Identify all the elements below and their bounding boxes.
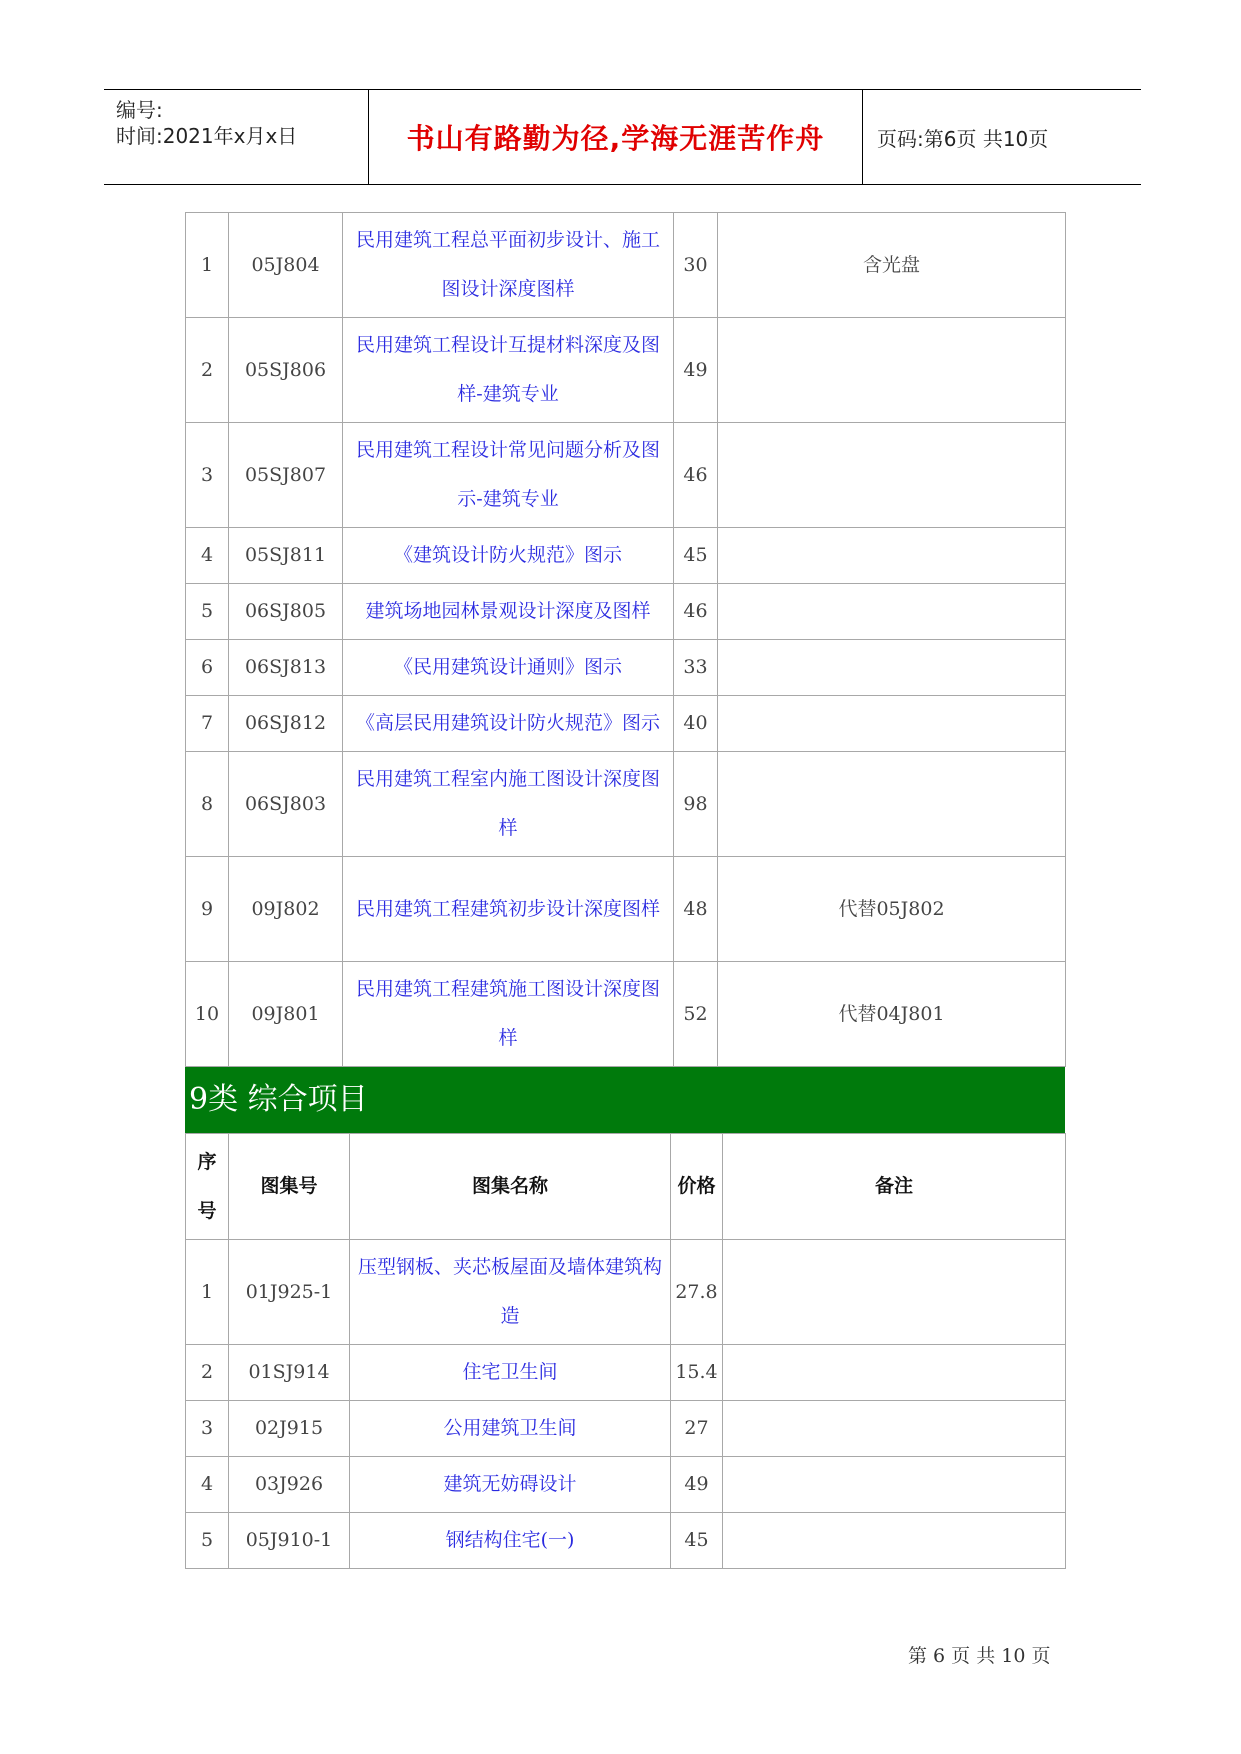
atlas-code: 01SJ914 (229, 1345, 350, 1401)
atlas-code: 01J925-1 (229, 1240, 350, 1345)
atlas-code: 06SJ813 (229, 640, 343, 696)
atlas-name: 住宅卫生间 (350, 1345, 671, 1401)
atlas-note (723, 1513, 1066, 1569)
atlas-price: 49 (671, 1457, 723, 1513)
atlas-code: 05J910-1 (229, 1513, 350, 1569)
atlas-name: 建筑场地园林景观设计深度及图样 (343, 584, 674, 640)
table-row (186, 423, 1066, 528)
table-row (186, 213, 1066, 318)
row-number: 2 (186, 318, 229, 423)
row-number: 4 (186, 528, 229, 584)
header-no: 序号 (186, 1134, 229, 1240)
header-price: 价格 (671, 1134, 723, 1240)
table-row (186, 857, 1066, 962)
atlas-code: 03J926 (229, 1457, 350, 1513)
atlas-note (718, 640, 1066, 696)
atlas-price: 33 (674, 640, 718, 696)
row-number: 3 (186, 423, 229, 528)
row-number: 3 (186, 1401, 229, 1457)
atlas-price: 15.4 (671, 1345, 723, 1401)
atlas-note: 含光盘 (718, 213, 1066, 318)
row-number: 9 (186, 857, 229, 962)
atlas-code: 05J804 (229, 213, 343, 318)
atlas-note (718, 528, 1066, 584)
header-left-cell (104, 90, 369, 184)
atlas-price: 49 (674, 318, 718, 423)
atlas-name: 压型钢板、夹芯板屋面及墙体建筑构造 (350, 1240, 671, 1345)
table-row (186, 1513, 1066, 1569)
row-number: 4 (186, 1457, 229, 1513)
row-number: 1 (186, 213, 229, 318)
motto: 书山有路勤为径,学海无涯苦作舟 (406, 122, 825, 155)
atlas-code: 02J915 (229, 1401, 350, 1457)
section-title: 9类 综合项目 (185, 1067, 1065, 1133)
atlas-price: 27 (671, 1401, 723, 1457)
atlas-code: 09J801 (229, 962, 343, 1067)
atlas-note (723, 1401, 1066, 1457)
table-row (186, 1240, 1066, 1345)
table-header-row (186, 1134, 1066, 1240)
table-row (186, 1457, 1066, 1513)
atlas-name: 建筑无妨碍设计 (350, 1457, 671, 1513)
atlas-note (718, 584, 1066, 640)
atlas-table-8 (185, 212, 1066, 1067)
time-label: 时间:2021年x月x日 (116, 124, 298, 148)
atlas-price: 46 (674, 423, 718, 528)
atlas-note (718, 318, 1066, 423)
atlas-name: 民用建筑工程室内施工图设计深度图样 (343, 752, 674, 857)
atlas-note (718, 752, 1066, 857)
atlas-note (723, 1457, 1066, 1513)
atlas-name: 民用建筑工程设计互提材料深度及图样-建筑专业 (343, 318, 674, 423)
atlas-note: 代替04J801 (718, 962, 1066, 1067)
page-footer: 第 6 页 共 10 页 (908, 1645, 1051, 1667)
atlas-name: 《民用建筑设计通则》图示 (343, 640, 674, 696)
atlas-name: 《高层民用建筑设计防火规范》图示 (343, 696, 674, 752)
atlas-code: 05SJ806 (229, 318, 343, 423)
table-row (186, 1345, 1066, 1401)
table-row (186, 962, 1066, 1067)
header-right-cell (863, 90, 1141, 184)
atlas-name: 民用建筑工程总平面初步设计、施工图设计深度图样 (343, 213, 674, 318)
atlas-table-9 (185, 1133, 1066, 1569)
header-code: 图集号 (229, 1134, 350, 1240)
table-row (186, 528, 1066, 584)
row-number: 5 (186, 1513, 229, 1569)
atlas-name: 民用建筑工程建筑初步设计深度图样 (343, 857, 674, 962)
table-row (186, 318, 1066, 423)
atlas-code: 09J802 (229, 857, 343, 962)
row-number: 8 (186, 752, 229, 857)
atlas-name: 钢结构住宅(一) (350, 1513, 671, 1569)
atlas-price: 45 (671, 1513, 723, 1569)
atlas-name: 民用建筑工程设计常见问题分析及图示-建筑专业 (343, 423, 674, 528)
row-number: 6 (186, 640, 229, 696)
table-row (186, 584, 1066, 640)
atlas-price: 46 (674, 584, 718, 640)
atlas-name: 《建筑设计防火规范》图示 (343, 528, 674, 584)
table-row (186, 1401, 1066, 1457)
atlas-code: 05SJ807 (229, 423, 343, 528)
table-row (186, 696, 1066, 752)
row-number: 10 (186, 962, 229, 1067)
atlas-price: 52 (674, 962, 718, 1067)
row-number: 7 (186, 696, 229, 752)
atlas-price: 30 (674, 213, 718, 318)
atlas-price: 45 (674, 528, 718, 584)
number-label: 编号: (116, 98, 163, 122)
atlas-note (718, 423, 1066, 528)
table-row (186, 752, 1066, 857)
atlas-table-9-body (186, 1134, 1066, 1569)
row-number: 1 (186, 1240, 229, 1345)
atlas-code: 05SJ811 (229, 528, 343, 584)
atlas-note (723, 1345, 1066, 1401)
page-header (104, 89, 1141, 185)
row-number: 5 (186, 584, 229, 640)
atlas-price: 98 (674, 752, 718, 857)
atlas-table-8-body (186, 213, 1066, 1067)
header-name: 图集名称 (350, 1134, 671, 1240)
atlas-code: 06SJ805 (229, 584, 343, 640)
atlas-name: 民用建筑工程建筑施工图设计深度图样 (343, 962, 674, 1067)
header-note: 备注 (723, 1134, 1066, 1240)
table-row (186, 640, 1066, 696)
page-code: 页码:第6页 共10页 (877, 126, 1049, 151)
atlas-code: 06SJ803 (229, 752, 343, 857)
atlas-note (718, 696, 1066, 752)
atlas-name: 公用建筑卫生间 (350, 1401, 671, 1457)
atlas-note: 代替05J802 (718, 857, 1066, 962)
row-number: 2 (186, 1345, 229, 1401)
atlas-price: 40 (674, 696, 718, 752)
atlas-note (723, 1240, 1066, 1345)
atlas-price: 48 (674, 857, 718, 962)
header-center-cell (369, 90, 863, 184)
atlas-code: 06SJ812 (229, 696, 343, 752)
atlas-price: 27.8 (671, 1240, 723, 1345)
